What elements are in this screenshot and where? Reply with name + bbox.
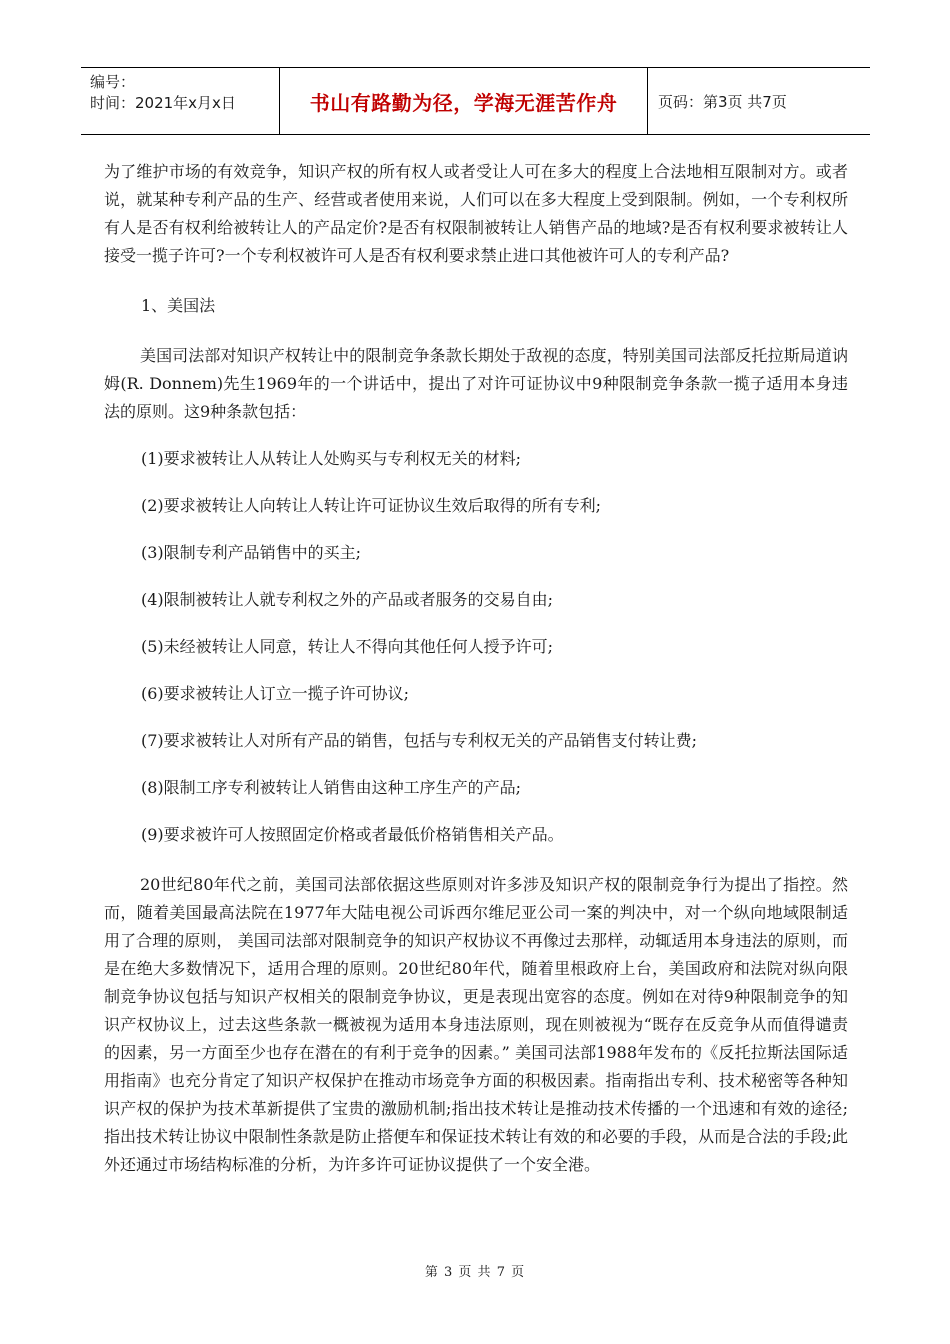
page-footer: 第 3 页 共 7 页 <box>424 1265 526 1280</box>
list-item: (7)要求被转让人对所有产品的销售，包括与专利权无关的产品销售支付转让费; <box>141 731 698 750</box>
list-item: (4)限制被转让人就专利权之外的产品或者服务的交易自由; <box>141 590 554 609</box>
list-item: (6)要求被转让人订立一揽子许可协议; <box>141 684 410 703</box>
document-number-label: 编号： <box>90 73 136 91</box>
list-item: (8)限制工序专利被转让人销售由这种工序生产的产品; <box>141 778 522 797</box>
document-time-label: 时间：2021年x月x日 <box>90 94 236 112</box>
list-item: (5)未经被转让人同意，转让人不得向其他任何人授予许可; <box>141 637 554 656</box>
header-page-info: 页码：第3页 共7页 <box>658 92 787 111</box>
closing-paragraph: 20世纪80年代之前，美国司法部依据这些原则对许多涉及知识产权的限制竞争行为提出了指控。然而，随着美国最高法院在1977年大陆电视公司诉西尔维尼亚公司一案的判决中，对一个纵向地域限制适用了合理的原则， 美国司法部对限制竞争的知识产权协议不再像过去那样，动辄适用本身违法的原则，而是在绝大多数情况下，适用合理的原则。20世纪80年代，随着里根政府上台，美国政府和法院对纵向限制竞争协议包括与知识产权相关的限制竞争协议，更是表现出宽容的态度。例如在对待9种限制竞争的知识产权协议上，过去这些条款一概被视为适用本身违法原则，现在则被视为“既存在反竞争从而值得谴责的因素，另一方面至少也存在潜在的有利于竞争的因素。” 美国司法部1988年发布的《反托拉斯法国际适用指南》也充分肯定了知识产权保护在推动市场竞争方面的积极因素。指南指出专利、技术秘密等各种知识产权的保护为技术革新提供了宝贵的激励机制;指出技术转让是推动技术传播的一个迅速和有效的途径;指出技术转让协议中限制性条款是防止搭便车和保证技术转让有效的和必要的手段，从而是合法的手段;此外还通过市场结构标准的分析，为许多许可证协议提供了一个安全港。 <box>104 875 848 1174</box>
document-body <box>104 158 848 1179</box>
header-motto: 书山有路勤为径，学海无涯苦作舟 <box>280 68 648 134</box>
list-item: (2)要求被转让人向转让人转让许可证协议生效后取得的所有专利; <box>141 496 602 515</box>
header-meta <box>81 68 280 134</box>
list-item: (1)要求被转让人从转让人处购买与专利权无关的材料; <box>141 449 522 468</box>
page-header <box>81 67 870 135</box>
section-heading: 1、美国法 <box>141 296 216 315</box>
intro-paragraph: 为了维护市场的有效竞争，知识产权的所有权人或者受让人可在多大的程度上合法地相互限制对方。或者说，就某种专利产品的生产、经营或者使用来说，人们可以在多大程度上受到限制。例如，一个专利权所有人是否有权利给被转让人的产品定价?是否有权限制被转让人销售产品的地域?是否有权利要求被转让人接受一揽子许可?一个专利权被许可人是否有权利要求禁止进口其他被许可人的专利产品? <box>104 162 848 265</box>
list-item: (3)限制专利产品销售中的买主; <box>141 543 362 562</box>
section-intro-paragraph: 美国司法部对知识产权转让中的限制竞争条款长期处于敌视的态度，特别美国司法部反托拉斯局道讷姆(R. Donnem)先生1969年的一个讲话中，提出了对许可证协议中9种限制竞争条款一揽子适用本身违法的原则。这9种条款包括： <box>104 346 848 421</box>
list-item: (9)要求被许可人按照固定价格或者最低价格销售相关产品。 <box>141 825 564 844</box>
